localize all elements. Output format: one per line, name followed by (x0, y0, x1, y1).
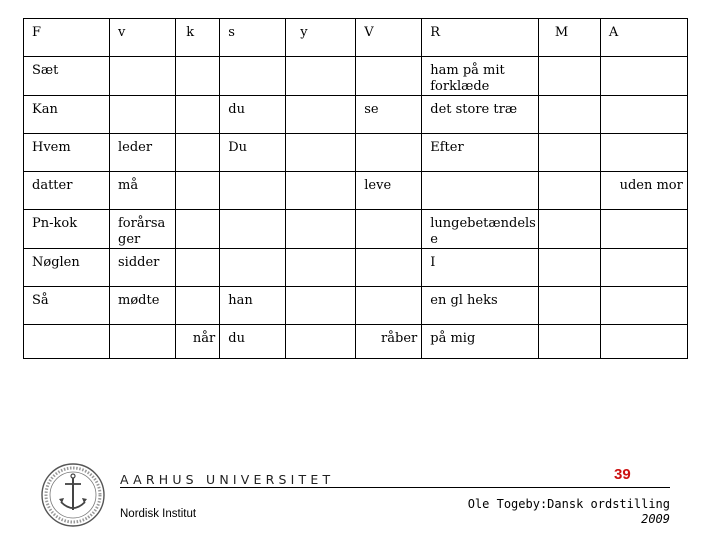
table-cell (176, 172, 220, 210)
table-cell: forårsa ger (110, 210, 176, 249)
table-row (24, 287, 688, 325)
table-row (24, 210, 688, 249)
table-cell: må (110, 172, 176, 210)
institute-name: Nordisk Institut (120, 508, 197, 520)
table-row (24, 249, 688, 287)
table-cell: Så (24, 287, 110, 325)
table-cell (600, 287, 687, 325)
table-cell (538, 287, 600, 325)
table-cell (356, 57, 422, 96)
table-cell (176, 96, 220, 134)
header-cell: v (110, 19, 176, 57)
table-cell: en gl heks (422, 287, 539, 325)
credit-line: Ole Togeby:Dansk ordstilling (467, 497, 670, 511)
table-cell: han (220, 287, 286, 325)
table-cell: på mig (422, 325, 539, 359)
table-cell: Efter (422, 134, 539, 172)
header-cell: F (24, 19, 110, 57)
table-cell (286, 96, 356, 134)
table-cell (356, 210, 422, 249)
credit-block (468, 497, 670, 527)
table-cell (286, 287, 356, 325)
table-cell (538, 210, 600, 249)
table-cell: råber (356, 325, 422, 359)
table-row (24, 96, 688, 134)
table-cell (538, 172, 600, 210)
header-cell: y (286, 19, 356, 57)
table-cell: Nøglen (24, 249, 110, 287)
table-cell (176, 57, 220, 96)
table-cell: Du (220, 134, 286, 172)
table-row (24, 172, 688, 210)
table-cell (356, 287, 422, 325)
table-cell (538, 249, 600, 287)
page-number: 39 (614, 466, 631, 483)
table-cell (422, 172, 539, 210)
table-row (24, 134, 688, 172)
table-cell (600, 57, 687, 96)
table-cell (538, 57, 600, 96)
table-cell: uden mor (600, 172, 687, 210)
table-cell (356, 134, 422, 172)
table-cell: Sæt (24, 57, 110, 96)
table-cell: det store træ (422, 96, 539, 134)
table-cell (110, 57, 176, 96)
table-cell (220, 172, 286, 210)
table-cell: Hvem (24, 134, 110, 172)
table-cell (600, 249, 687, 287)
table-cell (24, 325, 110, 359)
table-cell (286, 210, 356, 249)
table-cell: sidder (110, 249, 176, 287)
table-cell: datter (24, 172, 110, 210)
header-cell: R (422, 19, 539, 57)
table-cell (600, 210, 687, 249)
table-cell (286, 134, 356, 172)
table-cell (176, 210, 220, 249)
table-cell (356, 249, 422, 287)
table-cell (176, 287, 220, 325)
university-name: AARHUS UNIVERSITET (120, 472, 335, 487)
table-cell (600, 96, 687, 134)
table-cell (286, 249, 356, 287)
table-cell: Pn-kok (24, 210, 110, 249)
table-cell: leve (356, 172, 422, 210)
footer-divider (120, 487, 670, 488)
header-cell: A (600, 19, 687, 57)
table-cell (110, 325, 176, 359)
grammar-table (23, 18, 688, 359)
header-row (24, 19, 688, 57)
table-cell: I (422, 249, 539, 287)
table-cell (286, 172, 356, 210)
table-row (24, 57, 688, 96)
table-cell: lungebetændels e (422, 210, 539, 249)
table-cell (110, 96, 176, 134)
table-row (24, 325, 688, 359)
table-cell: du (220, 325, 286, 359)
table-cell (538, 134, 600, 172)
header-cell: M (538, 19, 600, 57)
table-cell: mødte (110, 287, 176, 325)
table-cell: når (176, 325, 220, 359)
table-cell (538, 96, 600, 134)
table-cell: se (356, 96, 422, 134)
table-cell (538, 325, 600, 359)
table-cell (176, 134, 220, 172)
table-cell (286, 57, 356, 96)
table-cell: Kan (24, 96, 110, 134)
header-cell: V (356, 19, 422, 57)
university-seal-icon (40, 462, 106, 528)
table-cell (176, 249, 220, 287)
table-cell (220, 57, 286, 96)
table-cell: leder (110, 134, 176, 172)
header-cell: s (220, 19, 286, 57)
table-cell (600, 325, 687, 359)
credit-year: 2009 (641, 512, 670, 526)
table-cell (220, 249, 286, 287)
table-cell: ham på mit forklæde (422, 57, 539, 96)
table-cell: du (220, 96, 286, 134)
table-cell (286, 325, 356, 359)
table-cell (220, 210, 286, 249)
table-cell (600, 134, 687, 172)
header-cell: k (176, 19, 220, 57)
